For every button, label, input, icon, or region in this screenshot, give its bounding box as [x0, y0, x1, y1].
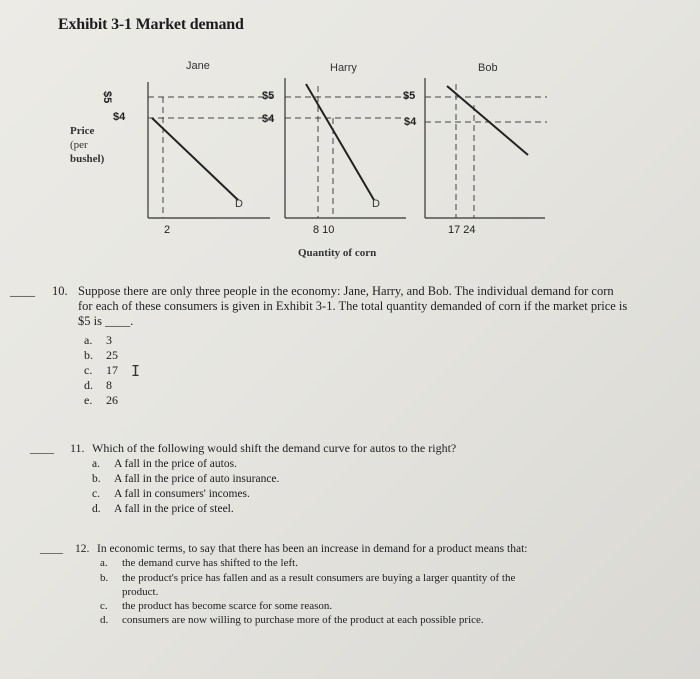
option-11-c[interactable]: [92, 487, 250, 502]
option-letter: a.: [100, 557, 108, 569]
option-11-b[interactable]: [92, 472, 279, 487]
question-11-line-1: Which of the following would shift the demand curve for autos to the right?: [92, 441, 457, 455]
option-11-a[interactable]: [92, 457, 237, 472]
option-letter: c.: [84, 363, 93, 377]
option-text: 17: [106, 363, 118, 377]
option-10-a[interactable]: [84, 333, 112, 348]
harry-tick-5: $5: [262, 90, 275, 102]
question-number-10: 10.: [52, 284, 68, 298]
exhibit-title: Exhibit 3-1 Market demand: [58, 16, 244, 33]
harry-x-ticks: 8 10: [313, 224, 335, 236]
bob-tick-5: $5: [403, 90, 416, 102]
jane-tick-4: $4: [113, 111, 126, 123]
option-text: product.: [122, 586, 159, 598]
question-number-11: 11.: [70, 441, 85, 455]
question-number-12: 12.: [75, 543, 90, 555]
option-letter: d.: [100, 614, 109, 626]
option-text: 26: [106, 393, 118, 407]
option-10-d[interactable]: [84, 378, 112, 393]
option-letter: c.: [92, 488, 100, 500]
jane-demand-curve: [152, 118, 238, 200]
option-text: A fall in the price of steel.: [114, 503, 234, 515]
text-cursor-icon: I: [131, 362, 141, 380]
option-text: 8: [106, 378, 112, 392]
y-axis-label-price: Price: [70, 125, 95, 137]
y-axis-label: [70, 124, 104, 166]
option-letter: d.: [92, 503, 101, 515]
option-12-d[interactable]: [100, 614, 484, 627]
question-12-line-1: In economic terms, to say that there has been an increase in demand for a product means that:: [97, 543, 528, 555]
bob-axes: [425, 78, 545, 218]
option-10-e[interactable]: [84, 393, 118, 408]
option-text: the product has become scarce for some reason.: [122, 600, 333, 612]
option-text: consumers are now willing to purchase more of the product at each possible price.: [122, 614, 484, 626]
bob-guides: [425, 84, 547, 218]
answer-blank-11[interactable]: ____: [30, 441, 54, 455]
question-10-line-3: $5 is ____.: [78, 314, 134, 328]
option-12-b-cont: [100, 586, 158, 599]
y-axis-label-bushel: bushel): [70, 153, 105, 165]
option-text: the product's price has fallen and as a result consumers are buying a larger quantity of the: [122, 572, 516, 584]
bob-demand-curve: [447, 86, 528, 155]
option-text: A fall in consumers' incomes.: [114, 488, 250, 500]
option-letter: a.: [84, 333, 93, 347]
y-axis-label-per: (per: [70, 139, 88, 151]
harry-axes: [285, 78, 406, 218]
question-10-line-2: for each of these consumers is given in Exhibit 3-1. The total quantity demanded of corn if the market price is: [78, 299, 628, 313]
harry-tick-4: $4: [262, 113, 275, 125]
jane-tick-5: $5: [101, 91, 113, 104]
option-text: 3: [106, 333, 112, 347]
jane-d-label: D: [235, 198, 243, 210]
jane-axes: [148, 82, 270, 218]
option-text: A fall in the price of autos.: [114, 458, 237, 470]
harry-demand-curve: [306, 84, 374, 200]
option-letter: d.: [84, 378, 93, 392]
option-11-d[interactable]: [92, 502, 234, 517]
jane-label: Jane: [186, 60, 210, 72]
bob-label: Bob: [478, 62, 498, 74]
option-letter: b.: [84, 348, 93, 362]
option-letter: b.: [92, 473, 101, 485]
bob-x-ticks: 17 24: [448, 224, 476, 236]
answer-blank-10[interactable]: ____: [10, 284, 35, 298]
option-12-c[interactable]: [100, 600, 332, 613]
option-12-a[interactable]: [100, 557, 298, 570]
option-10-c[interactable]: [84, 363, 118, 378]
harry-d-label: D: [372, 198, 380, 210]
jane-guides: [148, 97, 275, 218]
answer-blank-12[interactable]: ____: [40, 543, 63, 555]
option-text: A fall in the price of auto insurance.: [114, 473, 280, 485]
harry-label: Harry: [330, 62, 357, 74]
bob-tick-4: $4: [404, 116, 417, 128]
option-letter: a.: [92, 458, 100, 470]
option-12-b[interactable]: [100, 572, 515, 585]
option-letter: e.: [84, 393, 93, 407]
option-text: the demand curve has shifted to the left.: [122, 557, 298, 569]
option-10-b[interactable]: [84, 348, 118, 363]
jane-x-tick: 2: [164, 224, 171, 236]
x-axis-label: Quantity of corn: [298, 247, 377, 259]
option-letter: c.: [100, 600, 108, 612]
option-text: 25: [106, 348, 118, 362]
question-10-line-1: Suppose there are only three people in the economy: Jane, Harry, and Bob. The individual demand for corn: [78, 284, 614, 298]
option-letter: b.: [100, 572, 109, 584]
